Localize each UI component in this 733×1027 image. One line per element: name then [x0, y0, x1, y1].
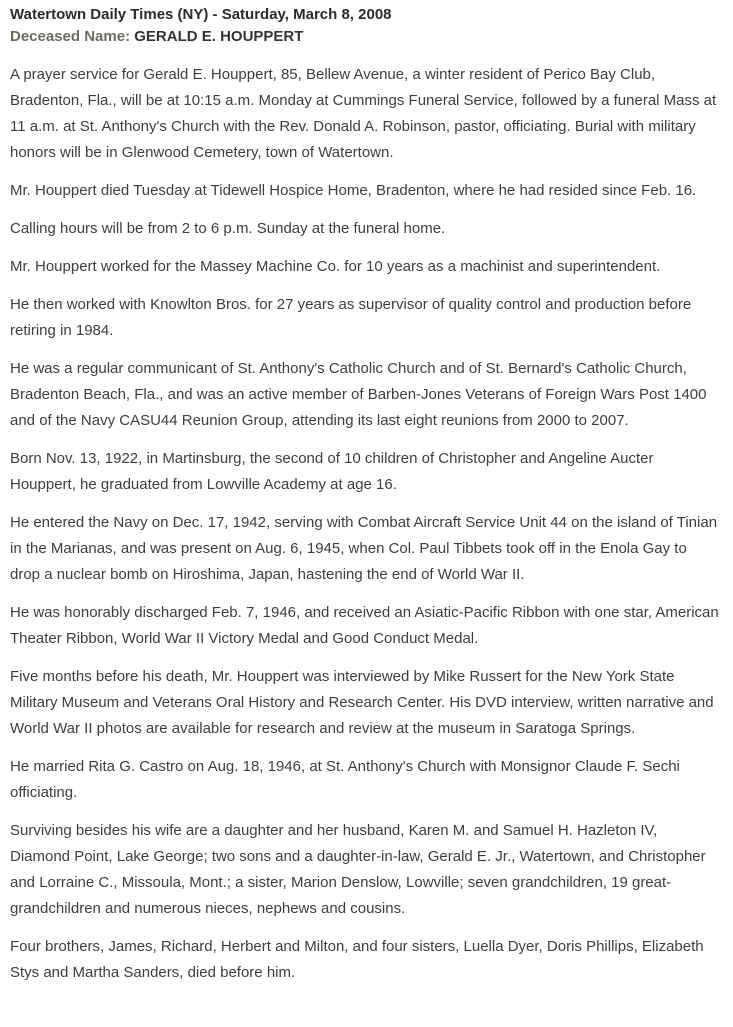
obituary-paragraph: He then worked with Knowlton Bros. for 27 years as supervisor of quality control and production before retiring in 1984. [10, 296, 692, 339]
obituary-paragraph: A prayer service for Gerald E. Houppert, 85, Bellew Avenue, a winter resident of Perico Bay Club, Bradenton, Fla., will be at 10:15 a.m. Monday at Cummings Funeral Service, followed by a funeral Mass at 11 a.m. at St. Anthony's Church with the Rev. Donald A. Robinson, pastor, officiating. Burial with military honors will be in Glenwood Cemetery, town of Watertown. [10, 66, 717, 161]
obituary-paragraph: Born Nov. 13, 1922, in Martinsburg, the second of 10 children of Christopher and Angeline Aucter Houppert, he graduated from Lowville Academy at age 16. [10, 450, 654, 493]
deceased-name-value: GERALD E. HOUPPERT [134, 28, 304, 45]
obituary-paragraph: Calling hours will be from 2 to 6 p.m. Sunday at the funeral home. [10, 220, 446, 237]
obituary-paragraph: Five months before his death, Mr. Houppert was interviewed by Mike Russert for the New York State Military Museum and Veterans Oral History and Research Center. His DVD interview, written narrative and World War II photos are available for research and review at the museum in Saratoga Springs. [10, 668, 714, 737]
source-date-line: Watertown Daily Times (NY) - Saturday, March 8, 2008 [10, 6, 392, 23]
obituary-paragraph: Mr. Houppert worked for the Massey Machine Co. for 10 years as a machinist and superintendent. [10, 258, 661, 275]
obituary-body [10, 62, 719, 986]
obituary-paragraph: He was a regular communicant of St. Anthony's Catholic Church and of St. Bernard's Catholic Church, Bradenton Beach, Fla., and was an active member of Barben-Jones Veterans of Foreign Wars Post 1400 and of the Navy CASU44 Reunion Group, attending its last eight reunions from 2000 to 2007. [10, 360, 707, 429]
obituary-paragraph: Surviving besides his wife are a daughter and her husband, Karen M. and Samuel H. Hazleton IV, Diamond Point, Lake George; two sons and a daughter-in-law, Gerald E. Jr., Watertown, and Christopher and Lorraine C., Missoula, Mont.; a sister, Marion Denslow, Lowville; seven grandchildren, 19 great-grandchildren and numerous nieces, nephews and cousins. [10, 822, 706, 917]
obituary-paragraph: Four brothers, James, Richard, Herbert and Milton, and four sisters, Luella Dyer, Doris Phillips, Elizabeth Stys and Martha Sanders, died before him. [10, 938, 704, 981]
obituary-paragraph: He married Rita G. Castro on Aug. 18, 1946, at St. Anthony's Church with Monsignor Claude F. Sechi officiating. [10, 758, 680, 801]
deceased-name-line [10, 26, 719, 48]
obituary-paragraph: He entered the Navy on Dec. 17, 1942, serving with Combat Aircraft Service Unit 44 on the island of Tinian in the Marianas, and was present on Aug. 6, 1945, when Col. Paul Tibbets took off in the Enola Gay to drop a nuclear bomb on Hiroshima, Japan, hastening the end of World War II. [10, 514, 718, 583]
obituary-paragraph: He was honorably discharged Feb. 7, 1946, and received an Asiatic-Pacific Ribbon with one star, American Theater Ribbon, World War II Victory Medal and Good Conduct Medal. [10, 604, 719, 647]
obituary-paragraph: Mr. Houppert died Tuesday at Tidewell Hospice Home, Bradenton, where he had resided since Feb. 16. [10, 182, 697, 199]
deceased-name-label: Deceased Name: [10, 28, 131, 45]
